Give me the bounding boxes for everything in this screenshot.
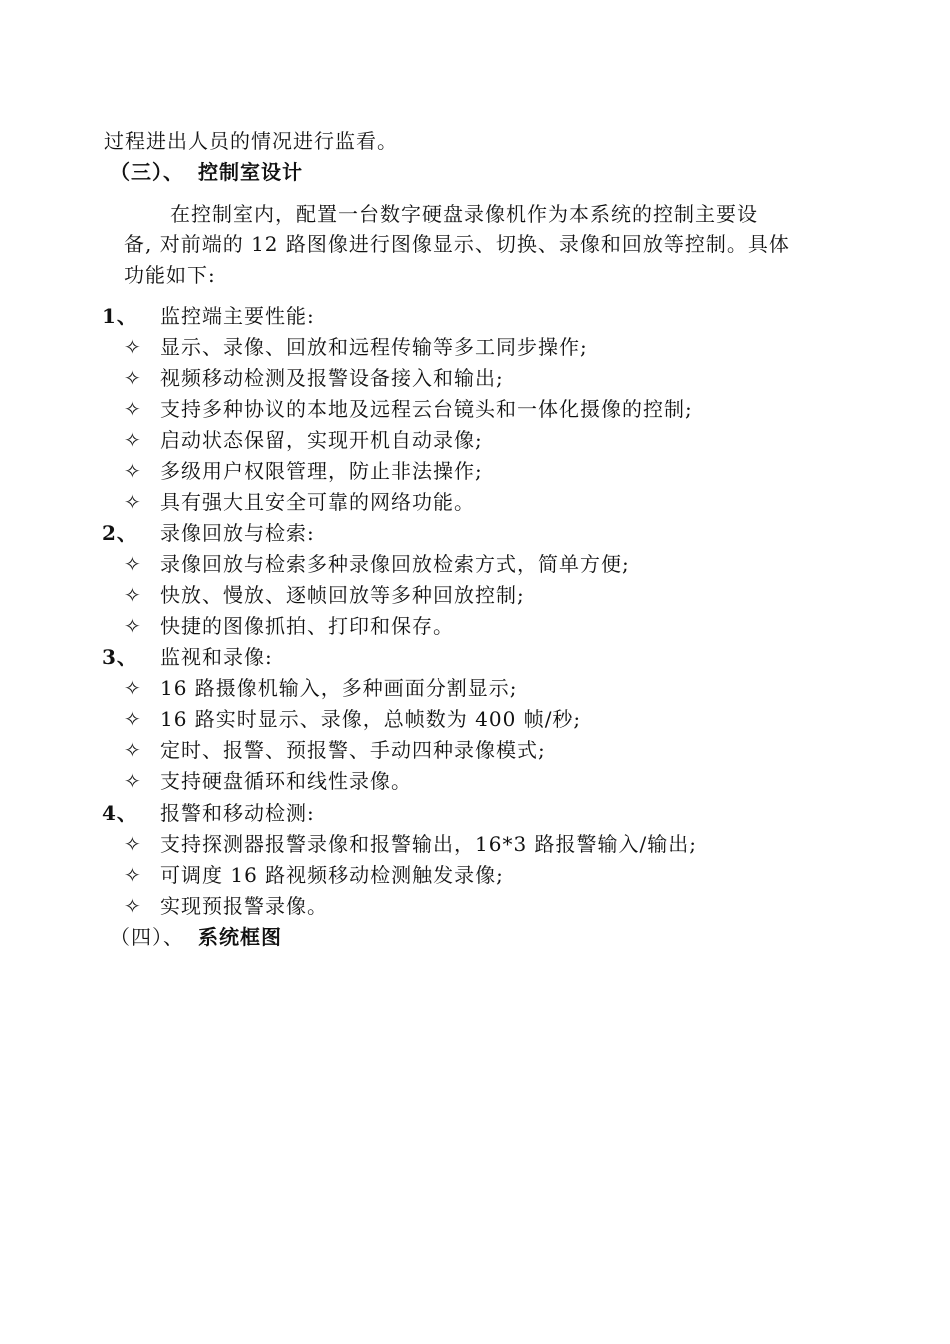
bullet-icon: ✧ (124, 863, 142, 887)
list-item: ✧ 定时、报警、预报警、手动四种录像模式; (124, 735, 546, 765)
list-item: ✧ 多级用户权限管理，防止非法操作; (124, 456, 483, 486)
list-item: ✧ 可调度 16 路视频移动检测触发录像; (124, 860, 504, 890)
group-4-heading (102, 798, 315, 828)
group-title: 报警和移动检测: (160, 801, 315, 825)
paragraph-line-3: 功能如下: (124, 263, 216, 287)
list-item: ✧ 16 路实时显示、录像，总帧数为 400 帧/秒; (124, 704, 581, 734)
bullet-icon: ✧ (124, 335, 142, 359)
bullet-icon: ✧ (124, 707, 142, 731)
list-item: ✧ 启动状态保留，实现开机自动录像; (124, 425, 483, 455)
section-3-heading (110, 157, 303, 187)
group-number: 3、 (102, 645, 138, 669)
bullet-icon: ✧ (124, 738, 142, 762)
list-item: ✧ 视频移动检测及报警设备接入和输出; (124, 363, 504, 393)
group-1-heading (102, 301, 315, 331)
list-item: ✧ 快放、慢放、逐帧回放等多种回放控制; (124, 580, 525, 610)
group-number: 1、 (102, 304, 138, 328)
list-item: ✧ 支持多种协议的本地及远程云台镜头和一体化摄像的控制; (124, 394, 693, 424)
list-item: ✧ 16 路摄像机输入，多种画面分割显示; (124, 673, 518, 703)
bullet-icon: ✧ (124, 676, 142, 700)
list-item: ✧ 支持硬盘循环和线性录像。 (124, 766, 412, 796)
section-4-label: （四）、 (110, 925, 184, 949)
group-2-heading (102, 518, 315, 548)
group-title: 监视和录像: (160, 645, 273, 669)
bullet-icon: ✧ (124, 832, 142, 856)
section-3-label: （三）、 (110, 160, 184, 184)
group-number: 2、 (102, 521, 138, 545)
section-3-title: 控制室设计 (198, 160, 303, 184)
bullet-icon: ✧ (124, 894, 142, 918)
section-4-title: 系统框图 (198, 925, 282, 949)
list-item: ✧ 显示、录像、回放和远程传输等多工同步操作; (124, 332, 588, 362)
list-item: ✧ 具有强大且安全可靠的网络功能。 (124, 487, 475, 517)
list-item: ✧ 实现预报警录像。 (124, 891, 328, 921)
paragraph-line-1: 在控制室内，配置一台数字硬盘录像机作为本系统的控制主要设 (170, 202, 758, 226)
group-title: 录像回放与检索: (160, 521, 315, 545)
list-item: ✧ 支持探测器报警录像和报警输出，16*3 路报警输入/输出; (124, 829, 697, 859)
list-item: ✧ 录像回放与检索多种录像回放检索方式，简单方便; (124, 549, 630, 579)
bullet-icon: ✧ (124, 769, 142, 793)
intro-line: 过程进出人员的情况进行监看。 (104, 129, 398, 153)
bullet-icon: ✧ (124, 428, 142, 452)
list-item: ✧ 快捷的图像抓拍、打印和保存。 (124, 611, 454, 641)
bullet-icon: ✧ (124, 552, 142, 576)
group-title: 监控端主要性能: (160, 304, 315, 328)
paragraph-line-2: 备, 对前端的 12 路图像进行图像显示、切换、录像和回放等控制。具体 (124, 232, 790, 256)
bullet-icon: ✧ (124, 614, 142, 638)
bullet-icon: ✧ (124, 397, 142, 421)
bullet-icon: ✧ (124, 366, 142, 390)
bullet-icon: ✧ (124, 459, 142, 483)
group-number: 4、 (102, 801, 138, 825)
group-3-heading (102, 642, 273, 672)
bullet-icon: ✧ (124, 490, 142, 514)
bullet-icon: ✧ (124, 583, 142, 607)
section-4-heading (110, 922, 282, 952)
